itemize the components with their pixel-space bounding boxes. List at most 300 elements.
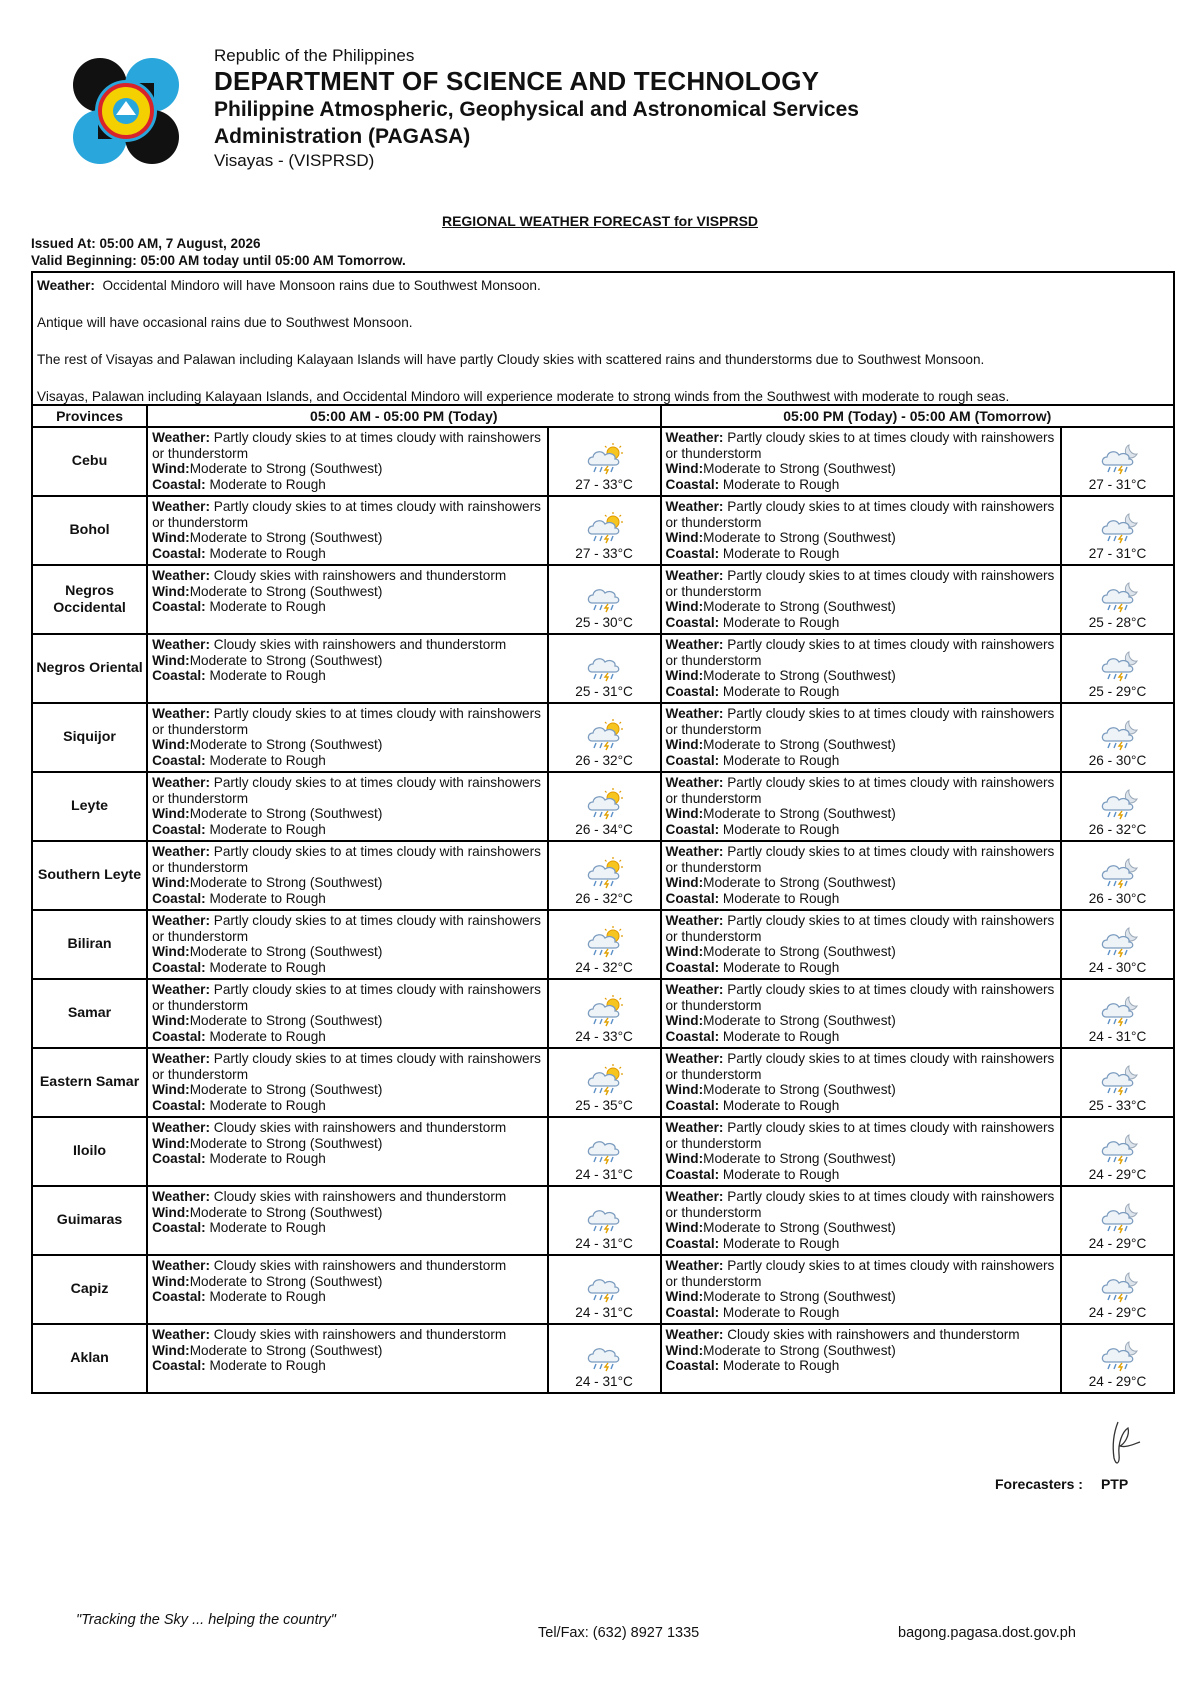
weather-label: Weather: bbox=[152, 430, 210, 445]
cloudy-rain-icon bbox=[549, 1269, 660, 1303]
coastal-text: Moderate to Rough bbox=[209, 668, 326, 683]
night-forecast bbox=[661, 1324, 1062, 1393]
weather-text: Partly cloudy skies to at times cloudy with rainshowers or thunderstorm bbox=[665, 982, 1055, 1013]
weather-text: Partly cloudy skies to at times cloudy with rainshowers or thunderstorm bbox=[152, 775, 541, 806]
coastal-label: Coastal: bbox=[152, 821, 206, 837]
temperature-range: 27 - 33°C bbox=[575, 477, 633, 492]
temperature-range: 24 - 31°C bbox=[575, 1236, 633, 1251]
coastal-text: Moderate to Rough bbox=[209, 1358, 326, 1373]
table-row bbox=[32, 772, 1174, 841]
temperature-range: 24 - 33°C bbox=[575, 1029, 633, 1044]
coastal-text: Moderate to Rough bbox=[722, 1166, 840, 1182]
coastal-label: Coastal: bbox=[665, 476, 720, 492]
partly-cloudy-day-rain-icon bbox=[549, 1062, 660, 1096]
wind-label: Wind: bbox=[665, 1220, 704, 1235]
night-icon-cell bbox=[1061, 427, 1174, 496]
temperature-range: 24 - 31°C bbox=[575, 1305, 633, 1320]
temperature-range: 26 - 34°C bbox=[575, 822, 633, 837]
wind-label: Wind: bbox=[665, 737, 704, 752]
weather-label: Weather: bbox=[665, 430, 724, 445]
weather-text: Partly cloudy skies to at times cloudy with rainshowers or thunderstorm bbox=[665, 430, 1055, 461]
table-row bbox=[32, 841, 1174, 910]
wind-text: Moderate to Strong (Southwest) bbox=[189, 737, 383, 752]
temperature-range: 24 - 31°C bbox=[1088, 1029, 1147, 1044]
wind-label: Wind: bbox=[665, 1289, 704, 1304]
wind-label: Wind: bbox=[665, 1342, 704, 1358]
wind-text: Moderate to Strong (Southwest) bbox=[189, 1013, 383, 1028]
coastal-label: Coastal: bbox=[152, 1151, 206, 1166]
province-name: Negros Occidental bbox=[32, 565, 147, 634]
weather-label: Weather: bbox=[665, 1051, 724, 1066]
coastal-text: Moderate to Rough bbox=[722, 1028, 840, 1044]
partly-cloudy-night-rain-icon bbox=[1062, 1269, 1173, 1303]
summary-line: Antique will have occasional rains due to Southwest Monsoon. bbox=[37, 315, 413, 330]
partly-cloudy-day-rain-icon bbox=[549, 993, 660, 1027]
coastal-label: Coastal: bbox=[152, 1358, 206, 1373]
province-name: Cebu bbox=[32, 427, 147, 496]
night-icon-cell bbox=[1061, 1324, 1174, 1393]
weather-label: Weather: bbox=[665, 844, 724, 859]
temperature-range: 24 - 29°C bbox=[1088, 1167, 1147, 1182]
coastal-label: Coastal: bbox=[152, 1220, 206, 1235]
wind-text: Moderate to Strong (Southwest) bbox=[189, 1082, 383, 1097]
wind-text: Moderate to Strong (Southwest) bbox=[703, 1220, 896, 1235]
wind-text: Moderate to Strong (Southwest) bbox=[703, 461, 896, 476]
day-icon-cell bbox=[548, 910, 661, 979]
day-icon-cell bbox=[548, 1324, 661, 1393]
wind-label: Wind: bbox=[665, 530, 704, 545]
day-forecast bbox=[147, 1186, 548, 1255]
wind-label: Wind: bbox=[665, 461, 704, 476]
day-forecast bbox=[147, 772, 548, 841]
wind-label: Wind: bbox=[152, 1082, 190, 1097]
province-name: Negros Oriental bbox=[32, 634, 147, 703]
wind-text: Moderate to Strong (Southwest) bbox=[189, 944, 383, 959]
col-provinces: Provinces bbox=[32, 405, 147, 427]
weather-text: Partly cloudy skies to at times cloudy with rainshowers or thunderstorm bbox=[152, 706, 541, 737]
day-icon-cell bbox=[548, 496, 661, 565]
night-forecast bbox=[661, 496, 1062, 565]
wind-label: Wind: bbox=[152, 583, 190, 599]
night-forecast bbox=[661, 427, 1062, 496]
coastal-label: Coastal: bbox=[152, 599, 206, 614]
coastal-label: Coastal: bbox=[152, 476, 206, 492]
day-forecast bbox=[147, 634, 548, 703]
temperature-range: 27 - 31°C bbox=[1088, 546, 1147, 561]
temperature-range: 24 - 31°C bbox=[575, 1167, 633, 1182]
wind-text: Moderate to Strong (Southwest) bbox=[189, 461, 383, 476]
night-icon-cell bbox=[1061, 1117, 1174, 1186]
weather-text: Cloudy skies with rainshowers and thunderstorm bbox=[213, 1327, 507, 1342]
province-name: Siquijor bbox=[32, 703, 147, 772]
temperature-range: 26 - 32°C bbox=[1088, 822, 1147, 837]
weather-label: Weather: bbox=[665, 499, 724, 514]
weather-label: Weather: bbox=[665, 1189, 724, 1204]
coastal-text: Moderate to Rough bbox=[209, 752, 326, 768]
wind-text: Moderate to Strong (Southwest) bbox=[703, 1151, 896, 1166]
coastal-text: Moderate to Rough bbox=[722, 476, 840, 492]
coastal-label: Coastal: bbox=[665, 890, 720, 906]
day-forecast bbox=[147, 910, 548, 979]
wind-text: Moderate to Strong (Southwest) bbox=[189, 1273, 383, 1289]
table-row bbox=[32, 910, 1174, 979]
temperature-range: 25 - 29°C bbox=[1088, 684, 1147, 699]
forecasters bbox=[995, 1476, 1128, 1492]
day-icon-cell bbox=[548, 634, 661, 703]
forecasters-value: PTP bbox=[1100, 1476, 1129, 1492]
cloudy-rain-icon bbox=[549, 1338, 660, 1372]
agency-name-line2: Administration (PAGASA) bbox=[214, 125, 471, 148]
partly-cloudy-night-rain-icon bbox=[1062, 1200, 1173, 1234]
coastal-label: Coastal: bbox=[665, 821, 720, 837]
night-icon-cell bbox=[1061, 1186, 1174, 1255]
partly-cloudy-night-rain-icon bbox=[1062, 441, 1173, 475]
night-icon-cell bbox=[1061, 910, 1174, 979]
partly-cloudy-day-rain-icon bbox=[549, 924, 660, 958]
coastal-text: Moderate to Rough bbox=[722, 683, 840, 699]
partly-cloudy-night-rain-icon bbox=[1062, 924, 1173, 958]
wind-text: Moderate to Strong (Southwest) bbox=[703, 1013, 896, 1028]
tagline: "Tracking the Sky ... helping the country" bbox=[76, 1612, 336, 1628]
night-forecast bbox=[661, 772, 1062, 841]
valid-beginning: Valid Beginning: 05:00 AM today until 05:00 AM Tomorrow. bbox=[31, 253, 406, 268]
coastal-text: Moderate to Rough bbox=[209, 1151, 326, 1166]
table-row bbox=[32, 565, 1174, 634]
weather-summary bbox=[31, 271, 1175, 404]
night-forecast bbox=[661, 565, 1062, 634]
night-forecast bbox=[661, 841, 1062, 910]
office-name: Visayas - (VISPRSD) bbox=[214, 151, 375, 170]
wind-label: Wind: bbox=[665, 668, 704, 683]
summary-line: Visayas, Palawan including Kalayaan Islands, and Occidental Mindoro will experience moderate to strong winds from the Southwest with moderate to rough seas. bbox=[37, 389, 1010, 404]
coastal-text: Moderate to Rough bbox=[722, 545, 840, 561]
weather-text: Partly cloudy skies to at times cloudy with rainshowers or thunderstorm bbox=[152, 430, 541, 461]
province-name: Guimaras bbox=[32, 1186, 147, 1255]
partly-cloudy-day-rain-icon bbox=[549, 441, 660, 475]
wind-text: Moderate to Strong (Southwest) bbox=[703, 944, 896, 959]
wind-text: Moderate to Strong (Southwest) bbox=[189, 583, 383, 599]
day-forecast bbox=[147, 1324, 548, 1393]
wind-label: Wind: bbox=[665, 1151, 704, 1166]
weather-text: Partly cloudy skies to at times cloudy with rainshowers or thunderstorm bbox=[665, 706, 1055, 737]
coastal-label: Coastal: bbox=[152, 959, 206, 975]
day-forecast bbox=[147, 703, 548, 772]
table-row bbox=[32, 979, 1174, 1048]
partly-cloudy-night-rain-icon bbox=[1062, 993, 1173, 1027]
weather-label: Weather: bbox=[152, 1189, 210, 1204]
temperature-range: 24 - 32°C bbox=[575, 960, 633, 975]
coastal-text: Moderate to Rough bbox=[209, 545, 326, 561]
wind-label: Wind: bbox=[152, 875, 190, 890]
night-icon-cell bbox=[1061, 565, 1174, 634]
temperature-range: 26 - 30°C bbox=[1088, 753, 1147, 768]
temperature-range: 26 - 30°C bbox=[1088, 891, 1147, 906]
province-name: Aklan bbox=[32, 1324, 147, 1393]
night-forecast bbox=[661, 1117, 1062, 1186]
coastal-text: Moderate to Rough bbox=[209, 1028, 326, 1044]
coastal-text: Moderate to Rough bbox=[209, 821, 326, 837]
wind-label: Wind: bbox=[152, 1013, 190, 1028]
night-icon-cell bbox=[1061, 841, 1174, 910]
wind-text: Moderate to Strong (Southwest) bbox=[703, 530, 896, 545]
day-forecast bbox=[147, 565, 548, 634]
weather-text: Cloudy skies with rainshowers and thunderstorm bbox=[727, 1327, 1020, 1342]
weather-text: Partly cloudy skies to at times cloudy with rainshowers or thunderstorm bbox=[665, 568, 1055, 599]
summary-line: Weather: Occidental Mindoro will have Monsoon rains due to Southwest Monsoon. bbox=[37, 278, 541, 293]
table-row bbox=[32, 1324, 1174, 1393]
coastal-text: Moderate to Rough bbox=[722, 1358, 840, 1373]
weather-text: Partly cloudy skies to at times cloudy with rainshowers or thunderstorm bbox=[665, 775, 1055, 806]
issued-block bbox=[31, 235, 406, 269]
day-icon-cell bbox=[548, 703, 661, 772]
temperature-range: 25 - 30°C bbox=[575, 615, 633, 630]
coastal-label: Coastal: bbox=[152, 1289, 206, 1304]
wind-label: Wind: bbox=[152, 461, 190, 476]
coastal-text: Moderate to Rough bbox=[209, 959, 326, 975]
cloudy-rain-icon bbox=[549, 1131, 660, 1165]
weather-text: Partly cloudy skies to at times cloudy with rainshowers or thunderstorm bbox=[665, 844, 1055, 875]
wind-text: Moderate to Strong (Southwest) bbox=[703, 1289, 896, 1304]
website-link[interactable]: bagong.pagasa.dost.gov.ph bbox=[898, 1625, 1076, 1641]
night-forecast bbox=[661, 1255, 1062, 1324]
weather-text: Partly cloudy skies to at times cloudy with rainshowers or thunderstorm bbox=[665, 637, 1055, 668]
wind-text: Moderate to Strong (Southwest) bbox=[189, 1135, 383, 1151]
wind-text: Moderate to Strong (Southwest) bbox=[703, 806, 896, 821]
wind-text: Moderate to Strong (Southwest) bbox=[703, 1342, 896, 1358]
night-icon-cell bbox=[1061, 703, 1174, 772]
day-forecast bbox=[147, 1048, 548, 1117]
wind-text: Moderate to Strong (Southwest) bbox=[189, 1204, 383, 1220]
wind-label: Wind: bbox=[665, 599, 704, 614]
partly-cloudy-night-rain-icon bbox=[1062, 510, 1173, 544]
day-icon-cell bbox=[548, 1255, 661, 1324]
wind-label: Wind: bbox=[665, 944, 704, 959]
coastal-label: Coastal: bbox=[665, 683, 720, 699]
coastal-label: Coastal: bbox=[665, 1097, 720, 1113]
coastal-label: Coastal: bbox=[665, 959, 720, 975]
weather-label: Weather: bbox=[665, 568, 724, 583]
coastal-label: Coastal: bbox=[665, 545, 720, 561]
coastal-text: Moderate to Rough bbox=[209, 476, 326, 492]
wind-label: Wind: bbox=[152, 1135, 190, 1151]
weather-label: Weather: bbox=[152, 844, 210, 859]
coastal-label: Coastal: bbox=[665, 1304, 720, 1320]
weather-label: Weather: bbox=[665, 982, 724, 997]
coastal-label: Coastal: bbox=[665, 752, 720, 768]
weather-label: Weather: bbox=[665, 1120, 724, 1135]
day-icon-cell bbox=[548, 979, 661, 1048]
day-forecast bbox=[147, 427, 548, 496]
province-name: Samar bbox=[32, 979, 147, 1048]
day-forecast bbox=[147, 841, 548, 910]
temperature-range: 24 - 29°C bbox=[1088, 1305, 1147, 1320]
telfax: Tel/Fax: (632) 8927 1335 bbox=[538, 1625, 700, 1641]
weather-text: Partly cloudy skies to at times cloudy with rainshowers or thunderstorm bbox=[665, 913, 1055, 944]
wind-text: Moderate to Strong (Southwest) bbox=[189, 530, 383, 545]
weather-text: Partly cloudy skies to at times cloudy with rainshowers or thunderstorm bbox=[665, 1189, 1055, 1220]
temperature-range: 24 - 31°C bbox=[575, 1374, 633, 1389]
coastal-text: Moderate to Rough bbox=[209, 890, 326, 906]
wind-label: Wind: bbox=[152, 652, 190, 668]
table-row bbox=[32, 496, 1174, 565]
partly-cloudy-night-rain-icon bbox=[1062, 786, 1173, 820]
weather-text: Partly cloudy skies to at times cloudy with rainshowers or thunderstorm bbox=[665, 499, 1055, 530]
temperature-range: 24 - 29°C bbox=[1088, 1236, 1147, 1251]
night-forecast bbox=[661, 1186, 1062, 1255]
weather-text: Cloudy skies with rainshowers and thunderstorm bbox=[213, 1258, 507, 1273]
temperature-range: 26 - 32°C bbox=[575, 753, 633, 768]
coastal-label: Coastal: bbox=[152, 668, 206, 683]
wind-label: Wind: bbox=[665, 1082, 704, 1097]
wind-text: Moderate to Strong (Southwest) bbox=[703, 599, 896, 614]
weather-label: Weather: bbox=[665, 637, 724, 652]
night-forecast bbox=[661, 703, 1062, 772]
day-icon-cell bbox=[548, 565, 661, 634]
temperature-range: 27 - 33°C bbox=[575, 546, 633, 561]
issued-at: Issued At: 05:00 AM, 7 August, 2026 bbox=[31, 236, 261, 251]
night-icon-cell bbox=[1061, 634, 1174, 703]
wind-label: Wind: bbox=[152, 737, 190, 752]
weather-label: Weather: bbox=[152, 775, 210, 790]
wind-text: Moderate to Strong (Southwest) bbox=[703, 875, 896, 890]
day-forecast bbox=[147, 1255, 548, 1324]
weather-text: Cloudy skies with rainshowers and thunderstorm bbox=[213, 1120, 507, 1135]
weather-text: Cloudy skies with rainshowers and thunderstorm bbox=[213, 637, 507, 652]
wind-label: Wind: bbox=[152, 944, 190, 959]
table-row bbox=[32, 1048, 1174, 1117]
weather-text: Cloudy skies with rainshowers and thunderstorm bbox=[213, 568, 507, 583]
wind-text: Moderate to Strong (Southwest) bbox=[703, 1082, 896, 1097]
temperature-range: 25 - 28°C bbox=[1088, 615, 1147, 630]
coastal-label: Coastal: bbox=[152, 890, 206, 906]
coastal-text: Moderate to Rough bbox=[722, 752, 840, 768]
day-icon-cell bbox=[548, 1186, 661, 1255]
day-icon-cell bbox=[548, 427, 661, 496]
partly-cloudy-day-rain-icon bbox=[549, 717, 660, 751]
weather-label: Weather: bbox=[152, 1258, 210, 1273]
coastal-label: Coastal: bbox=[152, 752, 206, 768]
night-icon-cell bbox=[1061, 1048, 1174, 1117]
weather-label: Weather: bbox=[152, 1120, 210, 1135]
pagasa-logo bbox=[70, 55, 182, 167]
forecaster-signature bbox=[1104, 1418, 1144, 1470]
cloudy-rain-icon bbox=[549, 579, 660, 613]
coastal-text: Moderate to Rough bbox=[209, 599, 326, 614]
night-icon-cell bbox=[1061, 1255, 1174, 1324]
temperature-range: 26 - 32°C bbox=[575, 891, 633, 906]
night-icon-cell bbox=[1061, 496, 1174, 565]
coastal-text: Moderate to Rough bbox=[722, 890, 840, 906]
summary-label: Weather: bbox=[37, 278, 95, 293]
weather-text: Partly cloudy skies to at times cloudy with rainshowers or thunderstorm bbox=[665, 1258, 1055, 1289]
partly-cloudy-night-rain-icon bbox=[1062, 855, 1173, 889]
table-row bbox=[32, 634, 1174, 703]
temperature-range: 25 - 31°C bbox=[575, 684, 633, 699]
department-name: DEPARTMENT OF SCIENCE AND TECHNOLOGY bbox=[214, 66, 820, 96]
wind-text: Moderate to Strong (Southwest) bbox=[703, 668, 896, 683]
day-forecast bbox=[147, 1117, 548, 1186]
night-forecast bbox=[661, 634, 1062, 703]
province-name: Iloilo bbox=[32, 1117, 147, 1186]
coastal-label: Coastal: bbox=[152, 1097, 206, 1113]
cloudy-rain-icon bbox=[549, 648, 660, 682]
coastal-label: Coastal: bbox=[665, 1235, 720, 1251]
day-forecast bbox=[147, 979, 548, 1048]
partly-cloudy-night-rain-icon bbox=[1062, 1131, 1173, 1165]
coastal-label: Coastal: bbox=[665, 1166, 720, 1182]
wind-text: Moderate to Strong (Southwest) bbox=[189, 652, 383, 668]
summary-line: The rest of Visayas and Palawan including Kalayaan Islands will have partly Cloudy skies with scattered rains and thunderstorms due to Southwest Monsoon. bbox=[37, 352, 985, 367]
province-name: Eastern Samar bbox=[32, 1048, 147, 1117]
coastal-text: Moderate to Rough bbox=[209, 1097, 326, 1113]
table-row bbox=[32, 1117, 1174, 1186]
weather-label: Weather: bbox=[665, 1327, 724, 1342]
temperature-range: 24 - 30°C bbox=[1088, 960, 1147, 975]
weather-label: Weather: bbox=[665, 1258, 724, 1273]
weather-label: Weather: bbox=[152, 913, 210, 928]
province-name: Biliran bbox=[32, 910, 147, 979]
forecasters-label: Forecasters : bbox=[995, 1476, 1083, 1492]
night-forecast bbox=[661, 979, 1062, 1048]
partly-cloudy-day-rain-icon bbox=[549, 786, 660, 820]
partly-cloudy-night-rain-icon bbox=[1062, 648, 1173, 682]
weather-label: Weather: bbox=[152, 1327, 210, 1342]
weather-label: Weather: bbox=[152, 982, 210, 997]
weather-label: Weather: bbox=[665, 706, 724, 721]
coastal-label: Coastal: bbox=[152, 545, 206, 561]
coastal-label: Coastal: bbox=[665, 1028, 720, 1044]
night-forecast bbox=[661, 1048, 1062, 1117]
wind-text: Moderate to Strong (Southwest) bbox=[189, 1342, 383, 1358]
wind-label: Wind: bbox=[152, 1204, 190, 1220]
weather-text: Partly cloudy skies to at times cloudy with rainshowers or thunderstorm bbox=[665, 1051, 1055, 1082]
province-name: Southern Leyte bbox=[32, 841, 147, 910]
temperature-range: 25 - 35°C bbox=[575, 1098, 633, 1113]
table-row bbox=[32, 427, 1174, 496]
province-name: Capiz bbox=[32, 1255, 147, 1324]
coastal-label: Coastal: bbox=[152, 1028, 206, 1044]
partly-cloudy-night-rain-icon bbox=[1062, 1062, 1173, 1096]
day-icon-cell bbox=[548, 1117, 661, 1186]
weather-label: Weather: bbox=[152, 1051, 210, 1066]
partly-cloudy-night-rain-icon bbox=[1062, 717, 1173, 751]
temperature-range: 25 - 33°C bbox=[1088, 1098, 1147, 1113]
cloudy-rain-icon bbox=[549, 1200, 660, 1234]
coastal-text: Moderate to Rough bbox=[209, 1220, 326, 1235]
table-row bbox=[32, 703, 1174, 772]
letterhead bbox=[214, 46, 859, 172]
partly-cloudy-day-rain-icon bbox=[549, 855, 660, 889]
coastal-label: Coastal: bbox=[665, 1358, 720, 1373]
partly-cloudy-day-rain-icon bbox=[549, 510, 660, 544]
coastal-text: Moderate to Rough bbox=[722, 821, 840, 837]
weather-text: Partly cloudy skies to at times cloudy with rainshowers or thunderstorm bbox=[152, 844, 541, 875]
weather-label: Weather: bbox=[665, 913, 724, 928]
partly-cloudy-night-rain-icon bbox=[1062, 579, 1173, 613]
wind-label: Wind: bbox=[665, 806, 704, 821]
table-row bbox=[32, 1186, 1174, 1255]
weather-text: Partly cloudy skies to at times cloudy with rainshowers or thunderstorm bbox=[152, 1051, 541, 1082]
wind-label: Wind: bbox=[665, 875, 704, 890]
forecast-table bbox=[31, 404, 1175, 1394]
col-tomorrow: 05:00 PM (Today) - 05:00 AM (Tomorrow) bbox=[661, 405, 1175, 427]
temperature-range: 27 - 31°C bbox=[1088, 477, 1147, 492]
weather-label: Weather: bbox=[152, 568, 210, 583]
weather-label: Weather: bbox=[665, 775, 724, 790]
wind-label: Wind: bbox=[152, 530, 190, 545]
wind-text: Moderate to Strong (Southwest) bbox=[703, 737, 896, 752]
wind-label: Wind: bbox=[152, 806, 190, 821]
